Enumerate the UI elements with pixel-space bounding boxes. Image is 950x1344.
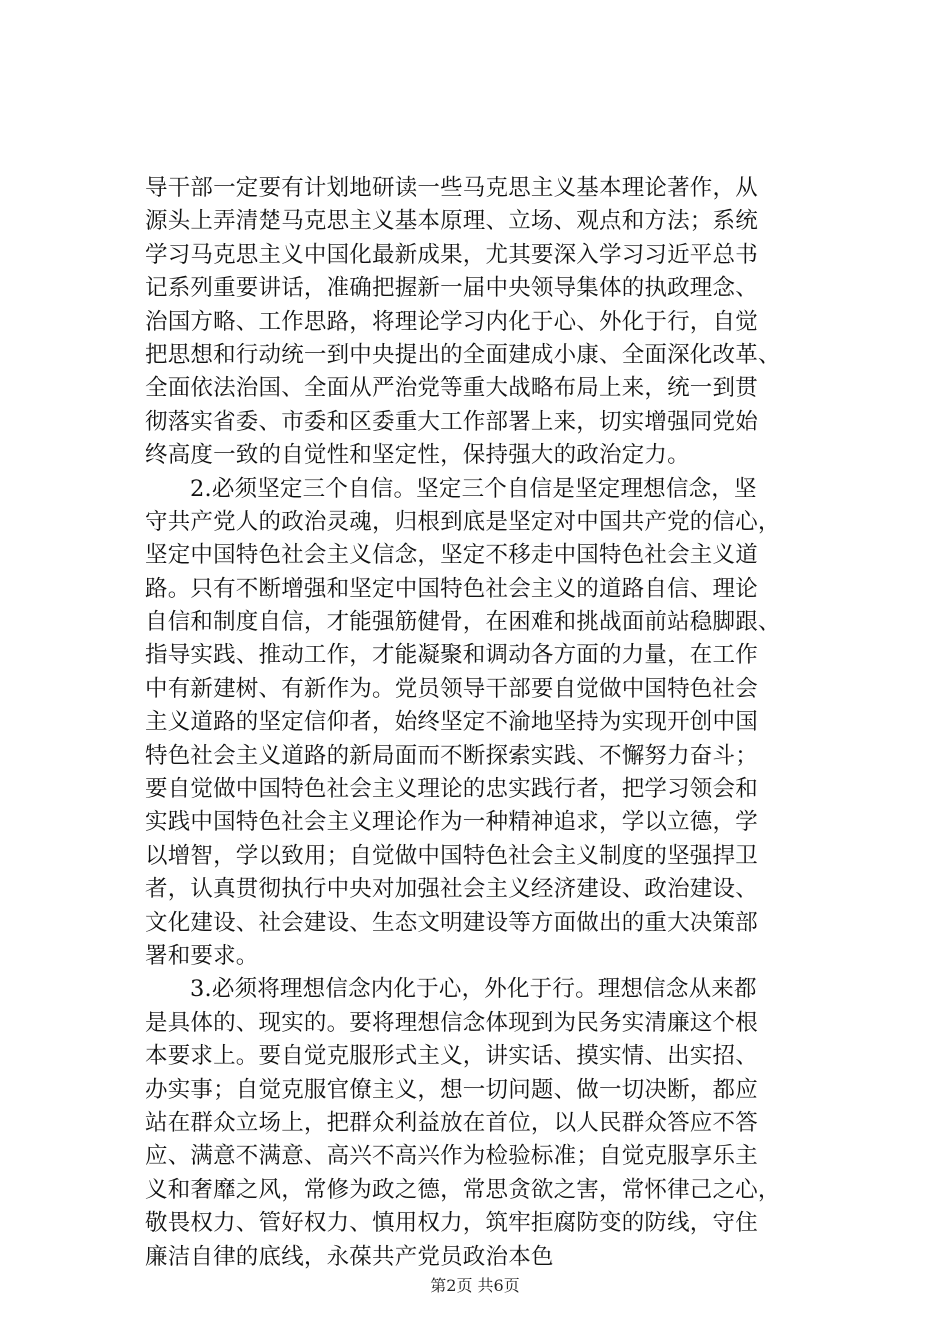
text-line: 守共产党人的政治灵魂，归根到底是坚定对中国共产党的信心， [145, 508, 781, 535]
text-line: 2.必须坚定三个自信。坚定三个自信是坚定理想信念，坚 [190, 475, 757, 502]
text-line: 全面依法治国、全面从严治党等重大战略布局上来，统一到贯 [145, 375, 758, 402]
text-line: 是具体的、现实的。要将理想信念体现到为民务实清廉这个根 [145, 1009, 758, 1036]
text-line: 要自觉做中国特色社会主义理论的忠实践行者，把学习领会和 [145, 776, 758, 803]
text-line: 以增智，学以致用；自觉做中国特色社会主义制度的坚强捍卫 [145, 842, 758, 869]
text-line: 办实事；自觉克服官僚主义，想一切问题、做一切决断，都应 [145, 1076, 758, 1103]
text-line: 者，认真贯彻执行中央对加强社会主义经济建设、政治建设、 [145, 876, 758, 903]
text-line: 终高度一致的自觉性和坚定性，保持强大的政治定力。 [145, 442, 690, 469]
text-line: 源头上弄清楚马克思主义基本原理、立场、观点和方法；系统 [145, 208, 758, 235]
text-line: 路。只有不断增强和坚定中国特色社会主义的道路自信、理论 [145, 575, 758, 602]
text-line: 应、满意不满意、高兴不高兴作为检验标准；自觉克服享乐主 [145, 1143, 758, 1170]
text-line: 坚定中国特色社会主义信念，坚定不移走中国特色社会主义道 [145, 542, 758, 569]
text-line: 3.必须将理想信念内化于心，外化于行。理想信念从来都 [190, 976, 757, 1003]
text-line: 记系列重要讲话，准确把握新一届中央领导集体的执政理念、 [145, 275, 758, 302]
text-line: 敬畏权力、管好权力、慎用权力，筑牢拒腐防变的防线，守住 [145, 1210, 758, 1237]
text-line: 导干部一定要有计划地研读一些马克思主义基本理论著作，从 [145, 175, 758, 201]
text-line: 指导实践、推动工作，才能凝聚和调动各方面的力量，在工作 [145, 642, 758, 669]
text-line: 署和要求。 [145, 942, 259, 969]
text-line: 特色社会主义道路的新局面而不断探索实践、不懈努力奋斗； [145, 742, 758, 769]
body-text [145, 172, 835, 1274]
text-line: 治国方略、工作思路，将理论学习内化于心、外化于行，自觉 [145, 308, 758, 335]
text-line: 实践中国特色社会主义理论作为一种精神追求，学以立德，学 [145, 809, 758, 836]
text-line: 文化建设、社会建设、生态文明建设等方面做出的重大决策部 [145, 909, 758, 936]
page-footer: 第2页 共6页 [430, 1276, 520, 1295]
text-line: 义和奢靡之风，常修为政之德，常思贪欲之害，常怀律己之心， [145, 1176, 781, 1203]
text-line: 廉洁自律的底线，永葆共产党员政治本色 [145, 1243, 554, 1270]
text-line: 自信和制度自信，才能强筋健骨，在困难和挑战面前站稳脚跟、 [145, 609, 781, 636]
text-line: 学习马克思主义中国化最新成果，尤其要深入学习习近平总书 [145, 241, 758, 268]
text-line: 本要求上。要自觉克服形式主义，讲实话、摸实情、出实招、 [145, 1043, 758, 1070]
text-line: 中有新建树、有新作为。党员领导干部要自觉做中国特色社会 [145, 675, 758, 702]
text-line: 把思想和行动统一到中央提出的全面建成小康、全面深化改革、 [145, 341, 781, 368]
text-line: 彻落实省委、市委和区委重大工作部署上来，切实增强同党始 [145, 408, 758, 435]
text-line: 主义道路的坚定信仰者，始终坚定不渝地坚持为实现开创中国 [145, 709, 758, 736]
text-line: 站在群众立场上，把群众利益放在首位，以人民群众答应不答 [145, 1109, 758, 1136]
